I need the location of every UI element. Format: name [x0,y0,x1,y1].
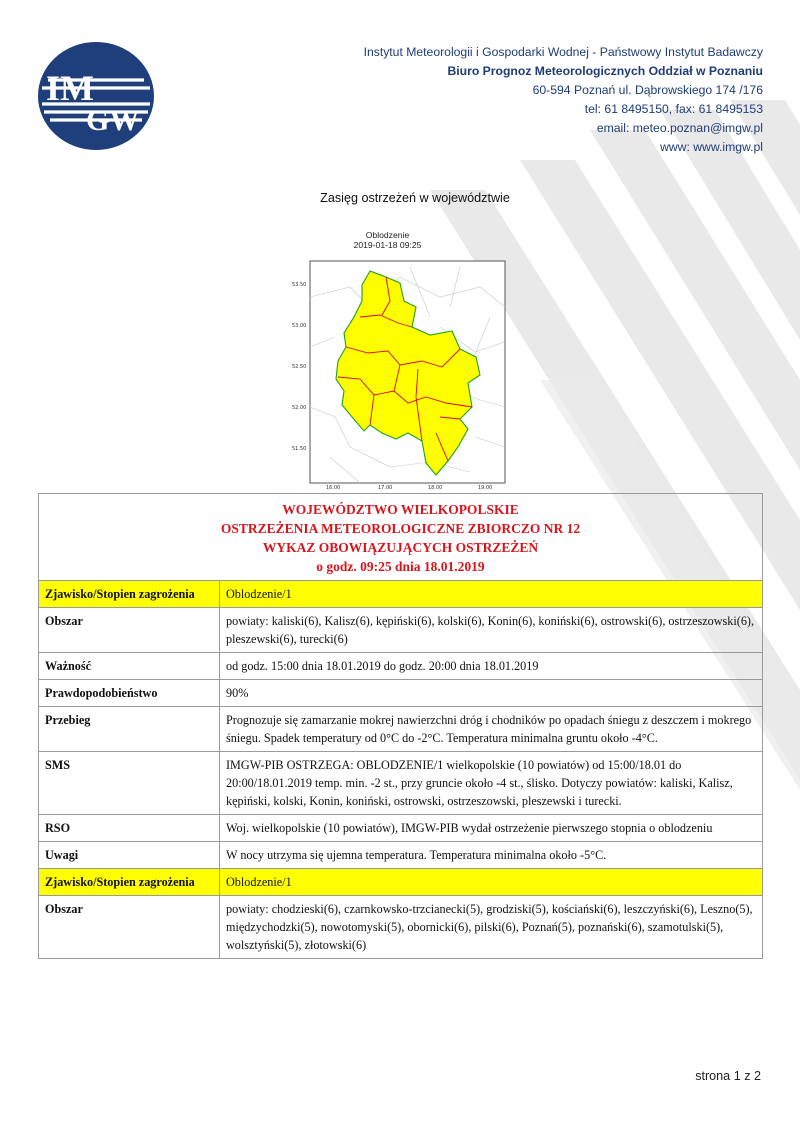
table-heading [39,494,763,581]
imgw-logo [36,40,156,152]
map-phenomenon: Oblodzenie [365,230,410,240]
row-value: powiaty: kaliski(6), Kalisz(6), kępiński(6), kolski(6), Konin(6), koniński(6), ostrowski(6), ostrzeszowski(6), pleszewski(6), turecki(6) [220,608,763,653]
map-section-title: Zasięg ostrzeżeń w województwie [320,191,510,205]
row-key: Obszar [39,608,220,653]
row-value: W nocy utrzyma się ujemna temperatura. Temperatura minimalna około -5°C. [220,842,763,869]
table-body [39,581,763,959]
svg-text:53.50: 53.50 [292,282,307,288]
row-key: Zjawisko/Stopien zagrożenia [39,581,220,608]
svg-text:GW: GW [86,104,140,137]
svg-text:52.00: 52.00 [292,405,307,411]
row-key: Ważność [39,653,220,680]
row-value: 90% [220,680,763,707]
address: 60-594 Poznań ul. Dąbrowskiego 174 /176 [532,83,763,97]
page-number: strona 1 z 2 [695,1069,761,1083]
row-value: powiaty: chodzieski(6), czarnkowsko-trzcianecki(5), grodziski(5), kościański(6), leszczyński(6), Leszno(5), międzychodzki(5), nowotomyski(5), obornicki(6), pilski(6), Poznań(5), poznański(6), szamotulski(5), wolsztyński(5), złotowski(6) [220,896,763,959]
website-link[interactable]: www: www.imgw.pl [660,140,763,154]
svg-text:19.00: 19.00 [478,485,493,490]
row-key: Przebieg [39,707,220,752]
table-row [39,581,763,608]
row-value: Prognozuje się zamarzanie mokrej nawierzchni dróg i chodników po opadach śniegu z deszczem i mokrego śniegu. Spadek temperatury od 0°C do -2°C. Temperatura minimalna gruntu około -4°C. [220,707,763,752]
row-key: Uwagi [39,842,220,869]
warnings-table [38,493,763,959]
table-row [39,653,763,680]
svg-text:16.00: 16.00 [326,485,341,490]
row-value: Oblodzenie/1 [220,869,763,896]
map-title [0,230,775,250]
table-row [39,707,763,752]
row-key: Zjawisko/Stopien zagrożenia [39,869,220,896]
map-date: 2019-01-18 09:25 [353,240,422,250]
row-value: IMGW-PIB OSTRZEGA: OBLODZENIE/1 wielkopolskie (10 powiatów) od 15:00/18.01 do 20:00/18.01.2019 temp. min. -2 st., przy gruncie około -4 st., ślisko. Dotyczy powiatów: kaliski, Kalisz, kępiński, kolski, Konin, koniński, ostrowski, ostrzeszowski, pleszewski i turecki. [220,752,763,815]
email-link[interactable]: email: meteo.poznan@imgw.pl [596,121,763,135]
row-key: RSO [39,815,220,842]
row-value: Woj. wielkopolskie (10 powiatów), IMGW-PIB wydał ostrzeżenie pierwszego stopnia o oblodzeniu [220,815,763,842]
table-row [39,842,763,869]
organization-header [364,43,763,157]
svg-text:51.50: 51.50 [292,446,307,452]
row-key: Obszar [39,896,220,959]
table-row [39,896,763,959]
table-row [39,815,763,842]
row-value: Oblodzenie/1 [220,581,763,608]
org-name: Instytut Meteorologii i Gospodarki Wodnej - Państwowy Instytut Badawczy [363,45,763,59]
row-key: SMS [39,752,220,815]
svg-text:18.00: 18.00 [428,485,443,490]
row-key: Prawdopodobieństwo [39,680,220,707]
table-row [39,608,763,653]
heading-collective: OSTRZEŻENIA METEOROLOGICZNE ZBIORCZO NR 12 [220,521,581,536]
svg-text:17.00: 17.00 [378,485,393,490]
svg-text:52.50: 52.50 [292,364,307,370]
warning-map [290,257,508,490]
table-row [39,752,763,815]
svg-text:53.00: 53.00 [292,323,307,329]
table-row [39,869,763,896]
row-value: od godz. 15:00 dnia 18.01.2019 do godz. 20:00 dnia 18.01.2019 [220,653,763,680]
phone: tel: 61 8495150, fax: 61 8495153 [584,102,763,116]
office-name: Biuro Prognoz Meteorologicznych Oddział w Poznaniu [447,64,763,78]
heading-time: o godz. 09:25 dnia 18.01.2019 [316,559,485,574]
table-row [39,680,763,707]
heading-voivodeship: WOJEWÓDZTWO WIELKOPOLSKIE [282,502,519,517]
svg-text:IM: IM [46,68,94,108]
heading-list: WYKAZ OBOWIĄZUJĄCYCH OSTRZEŻEŃ [262,540,539,555]
